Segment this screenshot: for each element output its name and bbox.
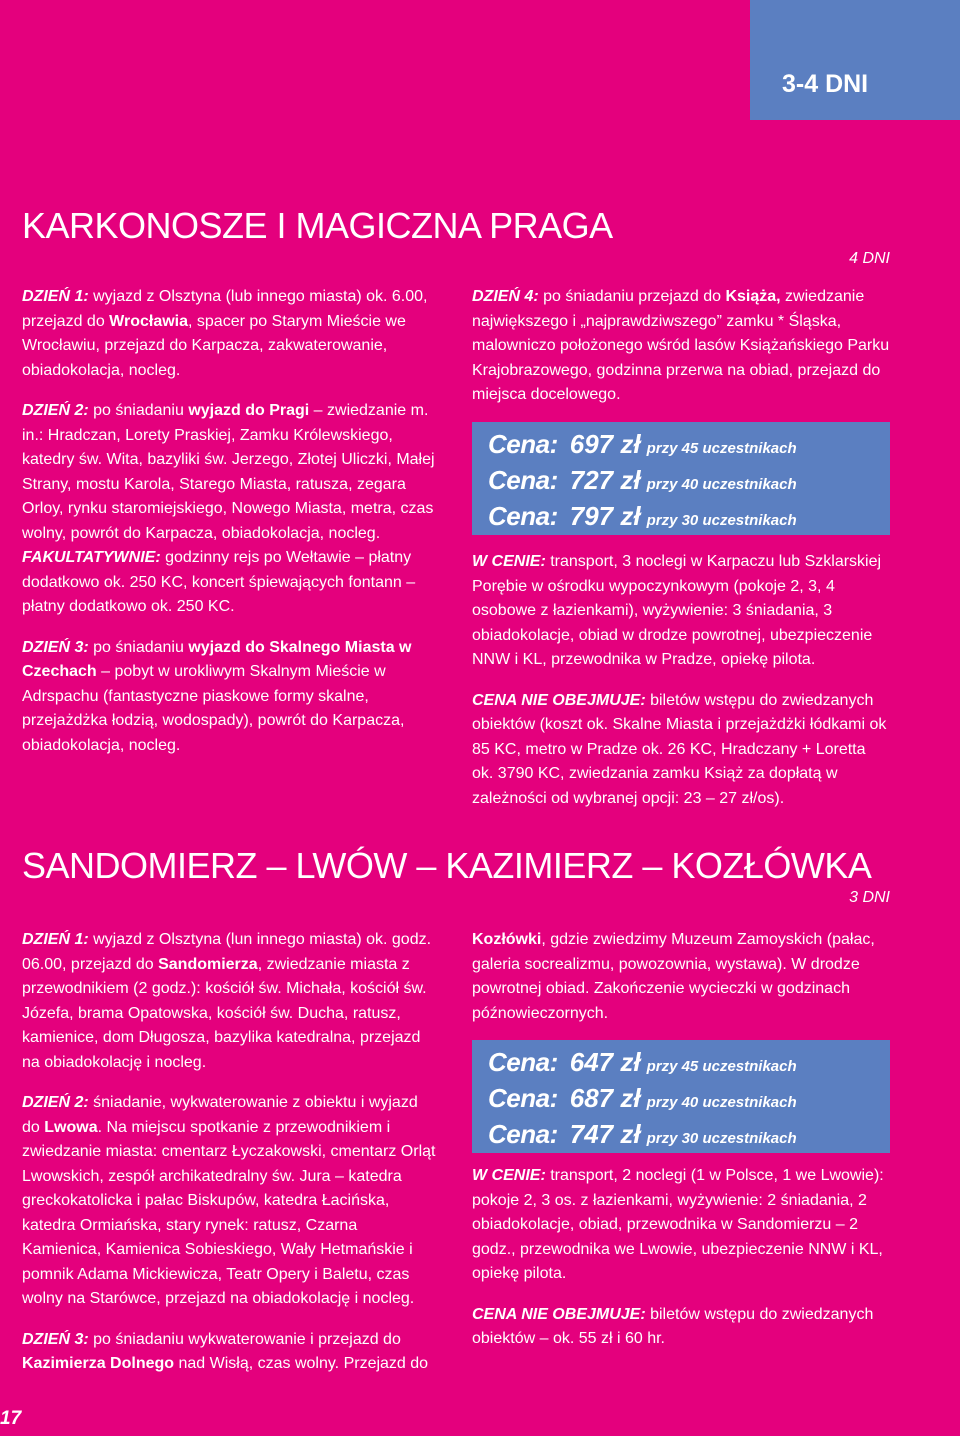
includes-text: transport, 3 noclegi w Karpaczu lub Szklarskiej Porębie w ośrodku wypoczynkowym (pokoje 2, 3, 4 osobowe z łazienkami), wyżywienie: 3 śniadania, 3 obiadokolacje, obiad w drodze powrotnej, ubezpieczenie NNW i KL, przewodnika w Pradze, opiekę pilota.	[472, 553, 882, 668]
optional-label: FAKULTATYWNIE:	[22, 549, 161, 566]
day-text: , gdzie zwiedzimy Muzeum Zamoyskich (pałac, galeria socrealizmu, powozownia, wystawa). W drodze powrotnej obiad. Zakończenie wycieczki w godzinach późnowieczornych.	[472, 931, 875, 1022]
trip1-right-column	[472, 285, 890, 408]
day-label: DZIEŃ 2:	[22, 1094, 89, 1111]
day-text: zwiedzanie największego i „najprawdziwszego” zamku * Śląska, malowniczo położonego wśród lasów Książańskiego Parku Krajobrazowego, godzinna przerwa na obiad, przejazd do miejsca docelowego.	[472, 288, 890, 403]
place-name: Sandomierza	[158, 955, 258, 973]
excludes-label: CENA NIE OBEJMUJE:	[472, 691, 646, 709]
place-name: Wrocławia	[109, 312, 189, 330]
day-text: – pobyt w urokliwym Skalnym Mieście w Adrspachu (fantastyczne piaskowe formy skalne, przejażdżka łodzią, wodospady), powrót do Karpacza, obiadokolacja, nocleg.	[22, 663, 405, 754]
day-4	[472, 285, 890, 408]
price-amount: 727 zł	[569, 465, 641, 495]
price-excludes	[472, 1303, 890, 1352]
price-row	[488, 426, 890, 462]
day-text: po śniadaniu	[88, 402, 189, 419]
price-row	[488, 1116, 890, 1152]
price-amount: 697 zł	[569, 429, 641, 459]
duration-tag: 3-4 DNI	[750, 0, 960, 120]
day-text: – zwiedzanie m. in.: Hradczan, Lorety Praskiej, Zamku Królewskiego, katedry św. Wita, bazyliki św. Jerzego, Złotej Uliczki, Małej Strany, mostu Karola, Starego Miasta, ratusza, zegara Orloy, rynku staromiejskiego, Nowego Miasta, metra, czas wolny, powrót do Karpacza, obiadokolacja, nocleg.	[22, 402, 435, 542]
day-text: , spacer po Starym Mieście we Wrocławiu, przejazd do Karpacza, zakwaterowanie, obiadokolacja, nocleg.	[22, 312, 406, 379]
price-note: przy 45 uczestnikach	[646, 440, 797, 457]
day-3-continued	[472, 928, 890, 1026]
includes-text: transport, 2 noclegi (1 w Polsce, 1 we Lwowie): pokoje 2, 3 os. z łazienkami, wyżywienie: 2 śniadania, 2 obiadokolacje, obiad, przewodnika w Sandomierzu – 2 godz., przewodnika we Lwowie, ubezpieczenie NNW i KL, opiekę pilota.	[472, 1167, 884, 1282]
day-label: DZIEŃ 2:	[22, 402, 89, 419]
includes-label: W CENIE:	[472, 1167, 546, 1184]
price-note: przy 40 uczestnikach	[646, 476, 797, 493]
place-name: wyjazd do Skalnego Miasta w Czechach	[22, 638, 412, 680]
price-excludes	[472, 689, 890, 812]
trip-title: KARKONOSZE I MAGICZNA PRAGA	[22, 205, 613, 246]
price-label: Cena:	[488, 1047, 558, 1077]
place-name: Kazimierza Dolnego	[22, 1355, 175, 1372]
price-label: Cena:	[488, 465, 558, 495]
trip1-price-details	[472, 550, 890, 811]
price-label: Cena:	[488, 501, 558, 531]
price-row	[488, 498, 890, 534]
price-amount: 687 zł	[569, 1083, 641, 1113]
day-text: , zwiedzanie miasta z przewodnikiem (2 godz.): kościół św. Michała, kościół św. Józefa, brama Opatowska, kościół św. Ducha, ratusz, kamienice, dom Długosza, bazylika katedralna, przejazd na obiadokolację i nocleg.	[22, 955, 427, 1071]
day-text: po śniadaniu	[88, 638, 189, 656]
day-label: DZIEŃ 3:	[22, 638, 89, 656]
place-name: Kozłówki	[472, 931, 542, 948]
price-box	[472, 422, 890, 535]
price-includes	[472, 550, 890, 673]
place-name: wyjazd do Pragi	[188, 402, 310, 419]
price-row	[488, 1044, 890, 1080]
price-note: przy 45 uczestnikach	[646, 1058, 797, 1075]
price-amount: 797 zł	[569, 501, 641, 531]
day-label: DZIEŃ 3:	[22, 1330, 89, 1348]
excludes-text: biletów wstępu do zwiedzanych obiektów (koszt ok. Skalne Miasta i przejażdżki łódkami ok 85 KC, metro w Pradze ok. 26 KC, Hradczany + Loretta ok. 3790 KC, zwiedzania zamku Książ za dopłatą w zależności od wybranej opcji: 23 – 27 zł/os).	[472, 691, 887, 807]
price-row	[488, 462, 890, 498]
day-text: po śniadaniu przejazd do	[538, 288, 726, 305]
place-name: Lwowa	[44, 1118, 98, 1136]
day-text: śniadanie, wykwaterowanie z obiektu i wyjazd do	[22, 1094, 418, 1136]
day-text: nad Wisłą, czas wolny. Przejazd do	[174, 1355, 429, 1372]
trip2-price-details	[472, 1164, 890, 1352]
price-amount: 747 zł	[569, 1119, 641, 1149]
price-label: Cena:	[488, 429, 558, 459]
day-2	[22, 1091, 437, 1312]
day-1	[22, 928, 437, 1075]
price-label: Cena:	[488, 1083, 558, 1113]
day-text: po śniadaniu wykwaterowanie i przejazd do	[88, 1330, 401, 1348]
trip2-right-column	[472, 928, 890, 1026]
price-note: przy 40 uczestnikach	[646, 1094, 797, 1111]
day-3	[22, 636, 437, 759]
day-label: DZIEŃ 1:	[22, 931, 89, 948]
day-3	[22, 1328, 437, 1377]
day-2	[22, 399, 437, 546]
day-1	[22, 285, 437, 383]
trip-duration: 3 DNI	[849, 889, 890, 906]
price-label: Cena:	[488, 1119, 558, 1149]
price-box	[472, 1040, 890, 1153]
day-text: wyjazd z Olsztyna (lun innego miasta) ok. godz. 06.00, przejazd do	[22, 931, 432, 973]
price-note: przy 30 uczestnikach	[646, 512, 797, 529]
price-amount: 647 zł	[569, 1047, 641, 1077]
optional-activities	[22, 546, 437, 620]
price-includes	[472, 1164, 890, 1287]
price-row	[488, 1080, 890, 1116]
day-label: DZIEŃ 4:	[472, 288, 539, 305]
trip-duration: 4 DNI	[849, 250, 890, 267]
excludes-text: biletów wstępu do zwiedzanych obiektów – ok. 55 zł i 60 hr.	[472, 1305, 874, 1347]
place-name: Książa,	[725, 288, 781, 305]
excludes-label: CENA NIE OBEJMUJE:	[472, 1305, 646, 1323]
trip1-left-column	[22, 285, 437, 758]
includes-label: W CENIE:	[472, 553, 546, 570]
day-text: wyjazd z Olsztyna (lub innego miasta) ok. 6.00, przejazd do	[22, 288, 428, 330]
trip2-left-column	[22, 928, 437, 1377]
day-text: . Na miejscu spotkanie z przewodnikiem i zwiedzanie miasta: cmentarz Łyczakowski, cmentarz Orląt Lwowskich, zespół archikatedralny św. Jura – katedra greckokatolicka i pałac Biskupów, katedra Łacińska, katedra Ormiańska, stary rynek: ratusz, Czarna Kamienica, Kamienica Sobieskiego, Wały Hetmańskie i pomnik Adama Mickiewicza, Teatr Opery i Baletu, czas wolny na Starówce, przejazd na obiadokolację i nocleg.	[22, 1118, 436, 1307]
page-number: 17	[0, 1408, 22, 1429]
price-note: przy 30 uczestnikach	[646, 1130, 797, 1147]
day-label: DZIEŃ 1:	[22, 288, 89, 305]
optional-text: godzinny rejs po Wełtawie – płatny dodatkowo ok. 250 KC, koncert śpiewających fontann – płatny dodatkowo ok. 250 KC.	[22, 549, 416, 615]
trip-title: SANDOMIERZ – LWÓW – KAZIMIERZ – KOZŁÓWKA	[22, 845, 872, 886]
